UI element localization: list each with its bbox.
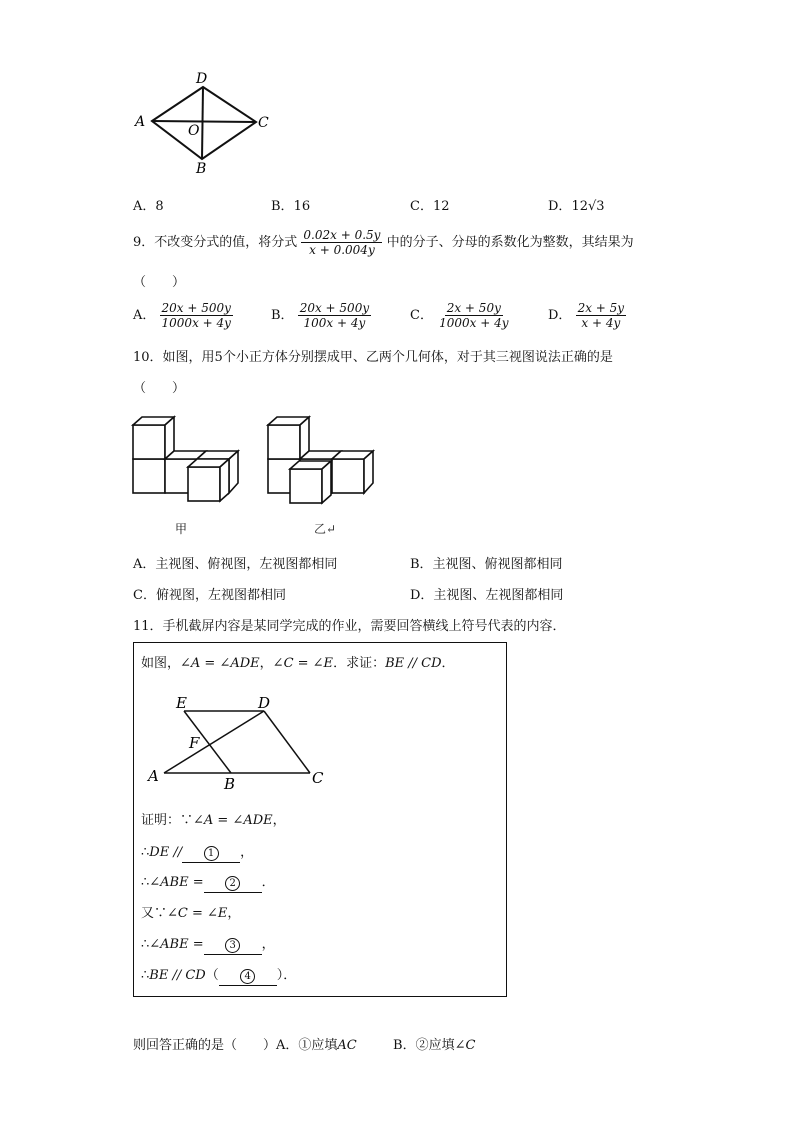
label-A: A <box>135 114 146 130</box>
label-O: O <box>188 123 200 139</box>
blank-4[interactable] <box>219 967 277 986</box>
q9-stem-fraction: $\frac{0.02x + 0.5y}{x + 0.004y}$ <box>303 228 381 257</box>
q8-option-d[interactable]: D．12√3 <box>548 199 605 214</box>
label-B: B <box>224 775 236 793</box>
q10-option-c[interactable]: C．俯视图，左视图都相同 <box>133 588 286 603</box>
q9-option-d[interactable]: D． $\frac{2x + 5y}{x + 4y}$ <box>548 301 625 330</box>
rhombus-figure <box>130 68 280 178</box>
q9-paren: （ ） <box>133 275 186 290</box>
q10-paren: （ ） <box>133 381 186 396</box>
circled-number-3: 3 <box>225 938 240 953</box>
label-B: B <box>196 161 207 177</box>
proof-line-1: 证明：∵∠A = ∠ADE， <box>141 813 286 828</box>
proof-line-2: ∴DE // 1 ， <box>141 844 253 863</box>
q8-option-b[interactable]: B．16 <box>271 199 311 214</box>
q8-option-a[interactable]: A．8 <box>133 199 164 214</box>
q10-option-d[interactable]: D．主视图、左视图都相同 <box>410 588 564 603</box>
q11-answer-line: 则回答正确的是（ ）A．①应填AC B．②应填∠C <box>133 1038 476 1053</box>
proof-line-6: ∴BE // CD（ 4 ）． <box>141 967 296 986</box>
label-yi: 乙↵ <box>314 522 337 536</box>
label-F: F <box>189 734 200 752</box>
q9-option-b[interactable]: B． $\frac{20x + 500y}{100x + 4y}$ <box>271 301 370 330</box>
circled-number-2: 2 <box>225 876 240 891</box>
label-C: C <box>312 769 324 787</box>
proof-line-4: 又∵∠C = ∠E， <box>141 906 241 921</box>
q11-box-line1: 如图，∠A = ∠ADE，∠C = ∠E．求证：BE // CD． <box>141 656 455 671</box>
circled-number-4: 4 <box>240 969 255 984</box>
label-D: D <box>258 694 271 712</box>
blank-2[interactable] <box>204 874 262 893</box>
label-E: E <box>176 694 187 712</box>
q9-stem: 9．不改变分式的值，将分式 $\frac{0.02x + 0.5y}{x + 0.004y}$ 中的分子、分母的系数化为整数，其结果为 <box>133 228 634 257</box>
label-jia: 甲 <box>175 522 188 536</box>
blank-1[interactable] <box>182 844 240 863</box>
cube-figure-yi <box>263 415 381 507</box>
circled-number-1: 1 <box>204 846 219 861</box>
q8-option-c[interactable]: C．12 <box>410 199 450 214</box>
trapezoid-figure <box>140 690 340 795</box>
label-A: A <box>148 767 159 785</box>
proof-line-3: ∴∠ABE = 2 ． <box>141 874 275 893</box>
cube-figure-jia <box>128 415 246 507</box>
q11-stem: 11．手机截屏内容是某同学完成的作业，需要回答横线上符号代表的内容． <box>133 619 566 634</box>
q10-option-a[interactable]: A．主视图、俯视图，左视图都相同 <box>133 557 338 572</box>
q9-option-a[interactable]: A． $\frac{20x + 500y}{1000x + 4y}$ <box>133 301 231 330</box>
label-C: C <box>258 115 269 131</box>
proof-line-5: ∴∠ABE = 3 ， <box>141 936 275 955</box>
blank-3[interactable] <box>204 936 262 955</box>
q10-option-b[interactable]: B．主视图、俯视图都相同 <box>410 557 563 572</box>
q10-stem: 10．如图，用5个小正方体分别摆成甲、乙两个几何体，对于其三视图说法正确的是 <box>133 350 613 365</box>
q9-option-c[interactable]: C． $\frac{2x + 50y}{1000x + 4y}$ <box>410 301 509 330</box>
label-D: D <box>196 71 208 87</box>
